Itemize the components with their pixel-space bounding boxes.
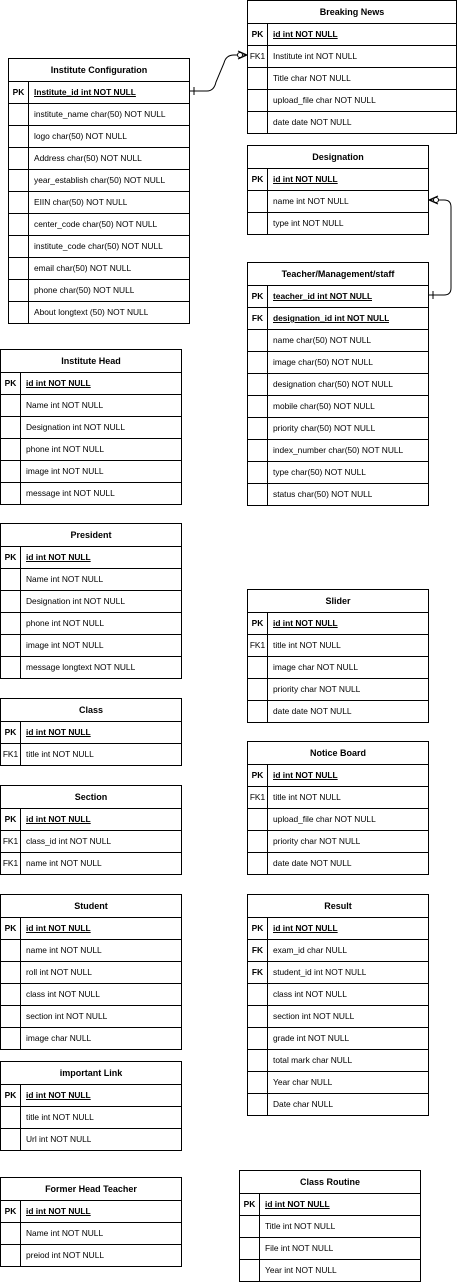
table-row [248, 351, 428, 373]
key-marker [1, 569, 21, 590]
table-row [248, 634, 428, 656]
table-row [248, 307, 428, 329]
field-name: Date char NULL [273, 1099, 334, 1109]
field-name: image char(50) NOT NULL [273, 357, 373, 367]
key-marker: FK [248, 962, 268, 983]
table-row [248, 678, 428, 700]
field-name: image int NOT NULL [26, 466, 104, 476]
table-row [9, 103, 189, 125]
field-name: File int NOT NULL [265, 1243, 334, 1253]
field-name: id int NOT NULL [26, 378, 91, 388]
key-marker [9, 258, 29, 279]
table-class-routine [239, 1170, 421, 1282]
key-marker: PK [1, 722, 21, 743]
field-name: preiod int NOT NULL [26, 1250, 105, 1260]
field-name: class int NOT NULL [273, 989, 347, 999]
key-marker [9, 302, 29, 323]
table-row [1, 961, 181, 983]
table-title: important Link [1, 1062, 181, 1085]
key-marker [1, 1223, 21, 1244]
key-marker [248, 90, 268, 111]
key-marker [248, 418, 268, 439]
key-marker: PK [248, 765, 268, 786]
field-name: title int NOT NULL [273, 640, 341, 650]
table-row [248, 786, 428, 808]
field-name: institute_name char(50) NOT NULL [34, 109, 166, 119]
table-row [248, 1027, 428, 1049]
table-row [248, 190, 428, 212]
key-marker: PK [9, 82, 29, 103]
key-marker [9, 280, 29, 301]
field-name: message int NOT NULL [26, 488, 115, 498]
field-name: Address char(50) NOT NULL [34, 153, 142, 163]
table-row [248, 983, 428, 1005]
key-marker: PK [248, 613, 268, 634]
table-row [1, 1005, 181, 1027]
key-marker [248, 191, 268, 212]
table-row [248, 656, 428, 678]
field-name: designation_id int NOT NULL [273, 313, 390, 323]
table-row [248, 373, 428, 395]
field-name: institute_code char(50) NOT NULL [34, 241, 163, 251]
table-row [240, 1194, 420, 1215]
key-marker [248, 657, 268, 678]
key-marker [248, 213, 268, 234]
field-name: total mark char NULL [273, 1055, 353, 1065]
field-name: Institute int NOT NULL [273, 51, 358, 61]
key-marker [1, 395, 21, 416]
key-marker [1, 1028, 21, 1049]
field-name: image int NOT NULL [26, 640, 104, 650]
field-name: Name int NOT NULL [26, 400, 104, 410]
table-title: President [1, 524, 181, 547]
field-name: student_id int NOT NULL [273, 967, 367, 977]
table-row [248, 700, 428, 722]
table-important-link [0, 1061, 182, 1151]
field-name: status char(50) NOT NULL [273, 489, 373, 499]
key-marker [248, 68, 268, 89]
key-marker: PK [1, 918, 21, 939]
field-name: section int NOT NULL [26, 1011, 108, 1021]
table-row [1, 590, 181, 612]
table-row [1, 656, 181, 678]
table-row [248, 961, 428, 983]
field-name: phone int NOT NULL [26, 444, 105, 454]
field-name: EIIN char(50) NOT NULL [34, 197, 128, 207]
table-title: Slider [248, 590, 428, 613]
key-marker: PK [1, 1085, 21, 1106]
field-name: name int NOT NULL [26, 945, 102, 955]
table-student [0, 894, 182, 1050]
field-name: teacher_id int NOT NULL [273, 291, 373, 301]
table-title: Institute Head [1, 350, 181, 373]
key-marker: PK [1, 809, 21, 830]
table-row [1, 743, 181, 765]
table-row [248, 808, 428, 830]
table-row [1, 438, 181, 460]
field-name: upload_file char NOT NULL [273, 95, 376, 105]
field-name: name int NOT NULL [273, 196, 349, 206]
field-name: Title int NOT NULL [265, 1221, 336, 1231]
field-name: id int NOT NULL [26, 1206, 91, 1216]
table-title: Class [1, 699, 181, 722]
table-row [1, 1244, 181, 1266]
table-row [1, 1222, 181, 1244]
key-marker [248, 1006, 268, 1027]
table-row [1, 612, 181, 634]
field-name: title int NOT NULL [273, 792, 341, 802]
table-row [240, 1237, 420, 1259]
table-row [1, 722, 181, 743]
table-row [9, 257, 189, 279]
table-row [1, 939, 181, 961]
key-marker [1, 940, 21, 961]
table-row [1, 634, 181, 656]
key-marker [240, 1216, 260, 1237]
key-marker [1, 1129, 21, 1150]
table-row [1, 460, 181, 482]
table-row [248, 89, 456, 111]
table-section [0, 785, 182, 875]
key-marker [9, 192, 29, 213]
field-name: id int NOT NULL [26, 814, 91, 824]
field-name: id int NOT NULL [273, 923, 338, 933]
field-name: name int NOT NULL [26, 858, 102, 868]
key-marker: PK [248, 24, 268, 45]
field-name: date date NOT NULL [273, 706, 352, 716]
table-row [9, 191, 189, 213]
table-title: Institute Configuration [9, 59, 189, 82]
key-marker [1, 613, 21, 634]
field-name: Institute_id int NOT NULL [34, 87, 136, 97]
field-name: image char NOT NULL [273, 662, 359, 672]
table-row [1, 373, 181, 394]
key-marker: PK [240, 1194, 260, 1215]
table-row [248, 939, 428, 961]
field-name: Designation int NOT NULL [26, 596, 125, 606]
table-row [248, 24, 456, 45]
field-name: roll int NOT NULL [26, 967, 92, 977]
table-title: Teacher/Management/staff [248, 263, 428, 286]
field-name: index_number char(50) NOT NULL [273, 445, 404, 455]
table-row [248, 1071, 428, 1093]
key-marker: FK [248, 308, 268, 329]
table-row [1, 1027, 181, 1049]
key-marker: PK [248, 918, 268, 939]
key-marker [240, 1238, 260, 1259]
field-name: mobile char(50) NOT NULL [273, 401, 375, 411]
key-marker [1, 962, 21, 983]
key-marker [248, 1094, 268, 1115]
table-row [248, 417, 428, 439]
key-marker [248, 462, 268, 483]
table-row [1, 1201, 181, 1222]
field-name: id int NOT NULL [273, 174, 338, 184]
key-marker [248, 984, 268, 1005]
field-name: message longtext NOT NULL [26, 662, 136, 672]
table-row [248, 1093, 428, 1115]
table-row [1, 482, 181, 504]
field-name: id int NOT NULL [273, 29, 338, 39]
field-name: id int NOT NULL [26, 923, 91, 933]
field-name: class int NOT NULL [26, 989, 100, 999]
key-marker [9, 148, 29, 169]
field-name: id int NOT NULL [26, 727, 91, 737]
table-row [9, 301, 189, 323]
field-name: id int NOT NULL [26, 552, 91, 562]
key-marker [248, 1072, 268, 1093]
key-marker [1, 1107, 21, 1128]
table-title: Class Routine [240, 1171, 420, 1194]
key-marker [1, 635, 21, 656]
field-name: phone int NOT NULL [26, 618, 105, 628]
table-result [247, 894, 429, 1116]
table-row [248, 286, 428, 307]
table-title: Student [1, 895, 181, 918]
key-marker [9, 104, 29, 125]
field-name: priority char(50) NOT NULL [273, 423, 376, 433]
key-marker: FK1 [248, 635, 268, 656]
table-row [248, 852, 428, 874]
key-marker: FK1 [248, 787, 268, 808]
field-name: id int NOT NULL [273, 770, 338, 780]
key-marker [1, 591, 21, 612]
key-marker [248, 831, 268, 852]
field-name: id int NOT NULL [265, 1199, 330, 1209]
table-row [248, 830, 428, 852]
table-row [248, 329, 428, 351]
table-notice-board [247, 741, 429, 875]
key-marker [248, 396, 268, 417]
table-title: Notice Board [248, 742, 428, 765]
key-marker [1, 417, 21, 438]
key-marker [248, 374, 268, 395]
field-name: type char(50) NOT NULL [273, 467, 366, 477]
table-institute-configuration [8, 58, 190, 324]
field-name: priority char NOT NULL [273, 836, 361, 846]
key-marker [248, 853, 268, 874]
table-row [1, 568, 181, 590]
table-title: Former Head Teacher [1, 1178, 181, 1201]
key-marker [1, 1245, 21, 1266]
field-name: title int NOT NULL [26, 1112, 94, 1122]
table-row [1, 1085, 181, 1106]
field-name: center_code char(50) NOT NULL [34, 219, 158, 229]
key-marker [248, 809, 268, 830]
table-teacher-staff [247, 262, 429, 506]
table-title: Designation [248, 146, 428, 169]
field-name: Url int NOT NULL [26, 1134, 92, 1144]
key-marker [1, 984, 21, 1005]
table-title: Section [1, 786, 181, 809]
field-name: type int NOT NULL [273, 218, 344, 228]
table-breaking-news [247, 0, 457, 134]
table-row [1, 1106, 181, 1128]
table-row [248, 111, 456, 133]
table-row [9, 125, 189, 147]
field-name: logo char(50) NOT NULL [34, 131, 127, 141]
table-row [9, 82, 189, 103]
table-row [240, 1259, 420, 1281]
table-row [9, 279, 189, 301]
table-row [248, 483, 428, 505]
key-marker: FK [248, 940, 268, 961]
field-name: Name int NOT NULL [26, 1228, 104, 1238]
field-name: phone char(50) NOT NULL [34, 285, 135, 295]
table-row [9, 235, 189, 257]
key-marker: FK1 [1, 744, 21, 765]
field-name: id int NOT NULL [273, 618, 338, 628]
key-marker [248, 352, 268, 373]
key-marker [1, 657, 21, 678]
table-row [1, 394, 181, 416]
table-title: Breaking News [248, 1, 456, 24]
key-marker [248, 1050, 268, 1071]
field-name: Year int NOT NULL [265, 1265, 337, 1275]
table-row [248, 918, 428, 939]
table-row [1, 1128, 181, 1150]
table-row [248, 613, 428, 634]
key-marker [248, 330, 268, 351]
key-marker: PK [1, 547, 21, 568]
key-marker: FK1 [1, 831, 21, 852]
table-row [1, 830, 181, 852]
table-row [248, 461, 428, 483]
field-name: priority char NOT NULL [273, 684, 361, 694]
table-institute-head [0, 349, 182, 505]
table-row [9, 169, 189, 191]
table-row [248, 439, 428, 461]
table-row [248, 1005, 428, 1027]
table-row [1, 852, 181, 874]
key-marker: PK [1, 373, 21, 394]
table-row [9, 147, 189, 169]
table-class [0, 698, 182, 766]
field-name: section int NOT NULL [273, 1011, 355, 1021]
field-name: title int NOT NULL [26, 749, 94, 759]
table-row [1, 809, 181, 830]
key-marker: FK1 [1, 853, 21, 874]
table-designation [247, 145, 429, 235]
table-row [248, 45, 456, 67]
table-row [248, 765, 428, 786]
key-marker [1, 1006, 21, 1027]
field-name: email char(50) NOT NULL [34, 263, 132, 273]
table-title: Result [248, 895, 428, 918]
key-marker [240, 1260, 260, 1281]
field-name: Title char NOT NULL [273, 73, 351, 83]
table-former-head-teacher [0, 1177, 182, 1267]
key-marker: PK [248, 169, 268, 190]
key-marker [9, 126, 29, 147]
key-marker: PK [1, 1201, 21, 1222]
field-name: Year char NULL [273, 1077, 333, 1087]
key-marker [9, 170, 29, 191]
table-row [1, 416, 181, 438]
key-marker [1, 483, 21, 504]
field-name: id int NOT NULL [26, 1090, 91, 1100]
key-marker [248, 1028, 268, 1049]
field-name: name char(50) NOT NULL [273, 335, 372, 345]
table-row [248, 169, 428, 190]
table-row [9, 213, 189, 235]
key-marker: FK1 [248, 46, 268, 67]
key-marker [248, 440, 268, 461]
field-name: date date NOT NULL [273, 858, 352, 868]
key-marker [1, 439, 21, 460]
table-row [248, 67, 456, 89]
key-marker: PK [248, 286, 268, 307]
key-marker [1, 461, 21, 482]
field-name: designation char(50) NOT NULL [273, 379, 393, 389]
table-row [248, 1049, 428, 1071]
table-row [1, 547, 181, 568]
key-marker [248, 701, 268, 722]
table-row [248, 212, 428, 234]
table-row [1, 918, 181, 939]
field-name: exam_id char NULL [273, 945, 348, 955]
field-name: date date NOT NULL [273, 117, 352, 127]
field-name: grade int NOT NULL [273, 1033, 350, 1043]
field-name: upload_file char NOT NULL [273, 814, 376, 824]
key-marker [9, 236, 29, 257]
field-name: class_id int NOT NULL [26, 836, 112, 846]
table-row [240, 1215, 420, 1237]
key-marker [248, 484, 268, 505]
table-row [248, 395, 428, 417]
key-marker [248, 112, 268, 133]
table-slider [247, 589, 429, 723]
field-name: About longtext (50) NOT NULL [34, 307, 149, 317]
field-name: year_establish char(50) NOT NULL [34, 175, 166, 185]
field-name: Name int NOT NULL [26, 574, 104, 584]
key-marker [248, 679, 268, 700]
field-name: image char NULL [26, 1033, 92, 1043]
field-name: Designation int NOT NULL [26, 422, 125, 432]
table-row [1, 983, 181, 1005]
key-marker [9, 214, 29, 235]
table-president [0, 523, 182, 679]
